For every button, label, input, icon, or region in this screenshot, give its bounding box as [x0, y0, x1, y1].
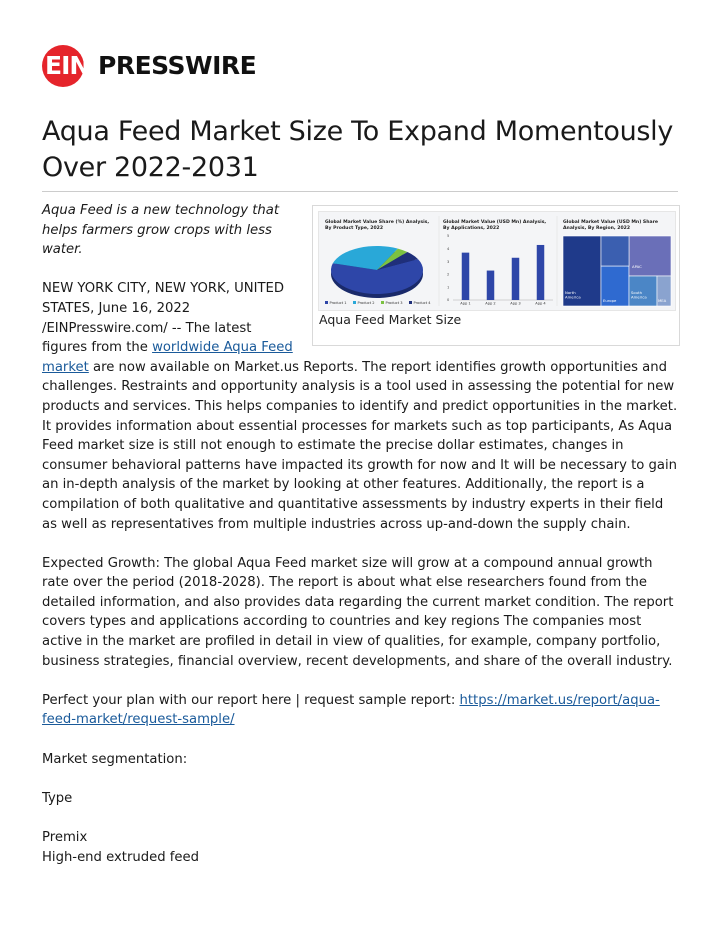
bar-tick-label: 5: [447, 234, 450, 239]
pie-legend-label: Product 2: [357, 301, 375, 305]
article-body: [42, 201, 678, 867]
type-heading: Type: [42, 790, 73, 806]
treemap-label: MEA: [658, 298, 667, 303]
treemap-title: Global Market Value (USD Mn) Share Analysis, By Region, 2022: [563, 220, 658, 231]
paragraph-1-end: are now available on Market.us Reports. The report identifies growth opportunities and challenges. Restraints and opportunity analysis is a tool used in assessing the potential for new products and services. This helps companies to identify and predict opportunities in the market. It provides information about essential processes for markets such as top participants, As Aqua Feed market size is still not enough to estimate the precise dollar estimates, changes in consumer behavioral patterns have impacted its growth for now and It will be necessary to gain an in-depth analysis of the market by looking at other features. Additionally, the report is a compilation of both qualitative and quantitative assessments by industry experts in their field as well as representatives from multiple industries across up-and-down the supply chain.: [42, 359, 678, 532]
treemap-label: South America: [631, 290, 647, 300]
pie-legend-label: Product 1: [329, 301, 347, 305]
treemap-label: North America: [565, 290, 581, 300]
bar-tick-label: 1: [447, 285, 450, 290]
pie-legend-label: Product 4: [413, 301, 431, 305]
sample-report-link[interactable]: https://market.us/report/aqua-feed-market/request-sample/: [42, 692, 660, 728]
article-title: Aqua Feed Market Size To Expand Momentously Over 2022-2031: [42, 116, 674, 183]
bar-tick-label: 0: [447, 298, 450, 303]
segmentation-heading: Market segmentation:: [42, 751, 188, 767]
paragraph-1-start: NEW YORK CITY, NEW YORK, UNITED STATES, June 16, 2022 /EINPresswire.com/ -- The latest figures from the: [42, 281, 285, 356]
title-divider: [42, 191, 678, 192]
logo-presswire-text: PRESSWIRE: [98, 51, 257, 80]
einpresswire-logo[interactable]: [42, 45, 282, 87]
logo-ein-text: EIN: [45, 51, 90, 80]
bar-tick-label: 3: [447, 259, 450, 264]
paragraph-3-text: Perfect your plan with our report here | request sample report:: [42, 692, 460, 708]
bar-tick-label: 4: [447, 247, 450, 251]
bar-chart-title: Global Market Value (USD Mn) Analysis, By Applications, 2022: [443, 220, 547, 231]
paragraph-3: [42, 691, 678, 730]
market-link[interactable]: worldwide Aqua Feed market: [42, 340, 293, 375]
bar-category-label: App 4: [535, 301, 546, 306]
bar-category-label: App 3: [510, 301, 521, 306]
paragraph-2: Expected Growth: The global Aqua Feed market size will grow at a compound annual growth rate over the period (2018-2028). The report is about what else researchers found from the detailed information, and also provides data regarding the current market condition. The report covers types and applications according to countries and key regions The companies most active in the market are profiled in detail in view of qualities, for example, company portfolio, business strategies, financial overview, recent developments, and share of the overall industry.: [42, 555, 674, 669]
bar-tick-label: 2: [447, 272, 450, 277]
type-item-extruded: High-end extruded feed: [42, 849, 200, 865]
figure-caption: Aqua Feed Market Size: [319, 312, 462, 327]
treemap-label: APAC: [632, 264, 642, 269]
bar-category-label: App 1: [460, 301, 471, 306]
bar-category-label: App 2: [485, 301, 496, 306]
treemap-label: Europe: [603, 298, 617, 303]
type-item-premix: Premix: [42, 830, 88, 845]
pie-chart-title: Global Market Value Share (%) Analysis, By Product Type, 2022: [325, 220, 430, 231]
article-lead: Aqua Feed is a new technology that helps farmers grow crops with less water.: [42, 203, 280, 258]
pie-legend-label: Product 3: [385, 301, 403, 305]
